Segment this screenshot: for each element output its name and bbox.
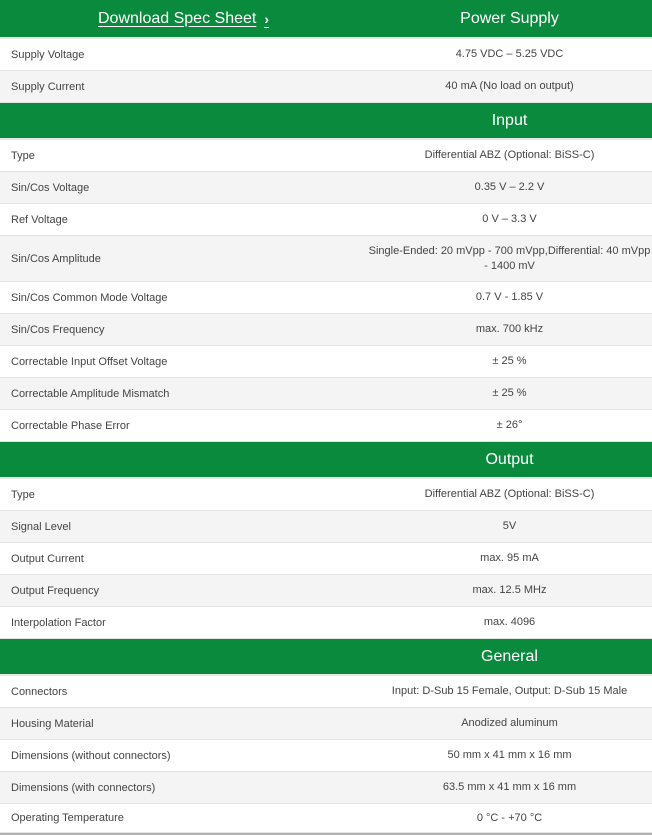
row-value: 0 V – 3.3 V [482, 213, 537, 225]
row-value: Differential ABZ (Optional: BiSS-C) [424, 488, 595, 500]
row-value: max. 12.5 MHz [472, 584, 547, 596]
chevron-right-icon: › [264, 10, 269, 27]
row-label: Signal Level [11, 520, 71, 533]
row-value: ± 26° [496, 419, 523, 431]
download-spec-sheet-link[interactable] [98, 10, 269, 28]
row-value: Input: D-Sub 15 Female, Output: D-Sub 15 Male [391, 685, 628, 697]
row-label: Interpolation Factor [11, 616, 106, 629]
row-label: Dimensions (without connectors) [11, 749, 171, 762]
download-cell [0, 0, 367, 37]
table-row [0, 575, 652, 607]
row-value: Differential ABZ (Optional: BiSS-C) [424, 149, 595, 161]
row-value: max. 700 kHz [475, 323, 544, 335]
table-row [0, 410, 652, 442]
row-value: 4.75 VDC – 5.25 VDC [455, 48, 564, 60]
table-row [0, 543, 652, 575]
row-value: 50 mm x 41 mm x 16 mm [447, 749, 572, 761]
section-title: General [481, 647, 538, 665]
download-spec-sheet-label: Download Spec Sheet [98, 9, 257, 27]
row-label: Sin/Cos Common Mode Voltage [11, 291, 168, 304]
section-title: Input [491, 111, 528, 129]
table-row [0, 772, 652, 804]
row-value: ± 25 % [492, 355, 527, 367]
table-row [0, 708, 652, 740]
table-row [0, 511, 652, 543]
row-label: Sin/Cos Voltage [11, 181, 90, 194]
row-label: Correctable Amplitude Mismatch [11, 387, 170, 400]
row-label: Type [11, 149, 35, 162]
row-label: Output Current [11, 552, 84, 565]
table-row [0, 607, 652, 639]
table-row [0, 140, 652, 172]
table-row [0, 282, 652, 314]
section-header-input [0, 103, 652, 140]
row-label: Ref Voltage [11, 213, 68, 226]
table-row [0, 479, 652, 511]
row-value: max. 95 mA [480, 552, 539, 564]
row-label: Operating Temperature [11, 812, 124, 824]
row-label: Type [11, 488, 35, 501]
row-value: ± 25 % [492, 387, 527, 399]
table-row [0, 804, 652, 833]
table-row [0, 39, 652, 71]
table-row [0, 204, 652, 236]
row-label: Correctable Input Offset Voltage [11, 355, 168, 368]
section-header-power-supply [0, 0, 652, 39]
row-value: 5V [502, 520, 517, 532]
table-row [0, 71, 652, 103]
row-value: 0.35 V – 2.2 V [474, 181, 545, 193]
table-row [0, 740, 652, 772]
table-row [0, 378, 652, 410]
row-value: 0.7 V - 1.85 V [475, 291, 544, 303]
row-label: Sin/Cos Frequency [11, 323, 105, 336]
row-value: 63.5 mm x 41 mm x 16 mm [442, 781, 577, 793]
section-header-output [0, 442, 652, 479]
section-title: Power Supply [460, 9, 559, 27]
row-label: Housing Material [11, 717, 94, 730]
row-value: max. 4096 [483, 616, 536, 628]
table-row [0, 346, 652, 378]
row-label: Connectors [11, 685, 68, 698]
row-label: Dimensions (with connectors) [11, 781, 156, 794]
table-row [0, 236, 652, 282]
row-label: Supply Current [11, 80, 85, 93]
row-label: Sin/Cos Amplitude [11, 252, 101, 265]
table-row [0, 314, 652, 346]
table-row [0, 172, 652, 204]
row-value: Single-Ended: 20 mVpp - 700 mVpp,Differential: 40 mVpp - 1400 mV [368, 244, 651, 272]
row-label: Output Frequency [11, 584, 100, 597]
row-label: Supply Voltage [11, 48, 85, 61]
row-label: Correctable Phase Error [11, 419, 130, 432]
section-title: Output [485, 450, 534, 468]
section-header-general [0, 639, 652, 676]
row-value: Anodized aluminum [461, 717, 558, 729]
row-value: 40 mA (No load on output) [445, 80, 574, 92]
row-value: 0 °C - +70 °C [476, 811, 543, 824]
table-row [0, 676, 652, 708]
